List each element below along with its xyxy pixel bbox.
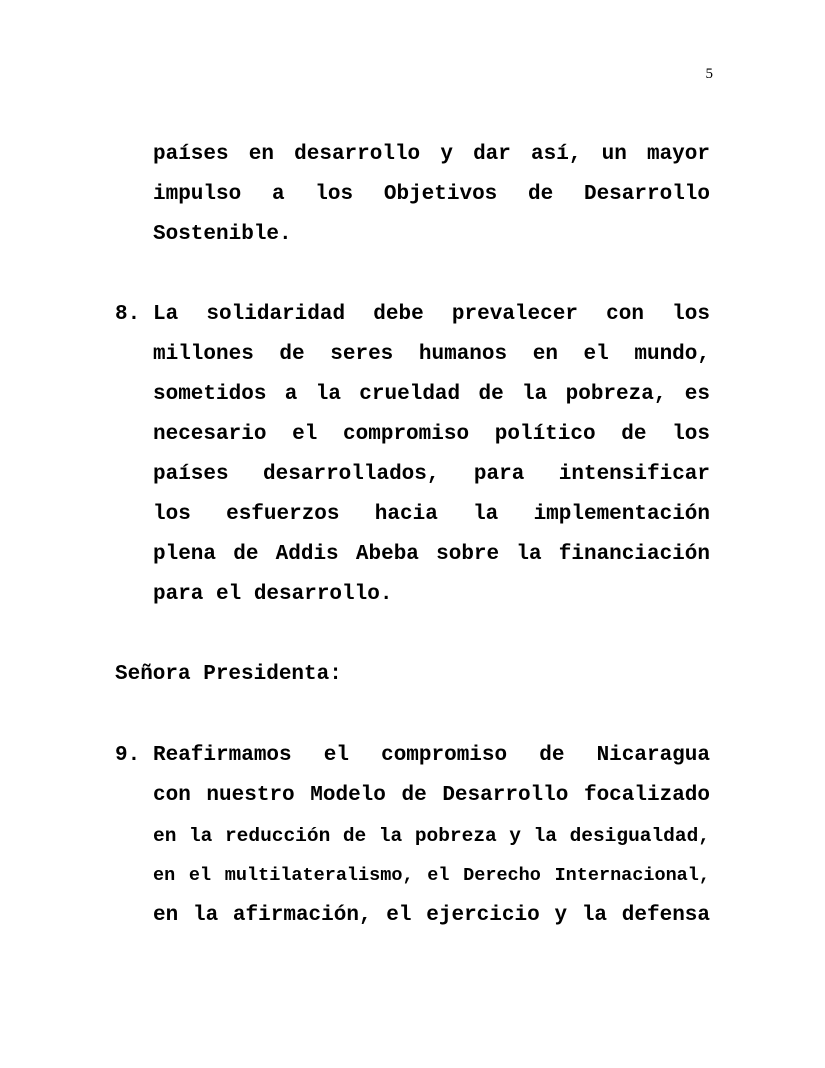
paragraph-9-line-2: con nuestro Modelo de Desarrollo focalizado [153,784,710,807]
paragraph-8-line-5: países desarrollados, para intensificar [153,463,710,486]
continuation-line-2: impulso a los Objetivos de Desarrollo [153,183,710,206]
paragraph-9-number: 9. [115,744,141,767]
paragraph-8-line-8: para el desarrollo. [153,583,393,606]
paragraph-9-line-1: Reafirmamos el compromiso de Nicaragua [153,744,710,767]
continuation-line-1: países en desarrollo y dar así, un mayor [153,143,710,166]
paragraph-8-line-2: millones de seres humanos en el mundo, [153,343,710,366]
paragraph-8-line-4: necesario el compromiso político de los [153,423,710,446]
paragraph-9-line-5: en la afirmación, el ejercicio y la defensa [153,904,710,927]
paragraph-8-line-3: sometidos a la crueldad de la pobreza, es [153,383,710,406]
paragraph-8-line-1: La solidaridad debe prevalecer con los [153,303,710,326]
paragraph-9-line-4: en el multilateralismo, el Derecho Internacional, [153,865,710,886]
paragraph-9-line-3: en la reducción de la pobreza y la desigualdad, [153,825,710,847]
continuation-line-3: Sostenible. [153,223,292,246]
paragraph-8-line-6: los esfuerzos hacia la implementación [153,503,710,526]
page-number: 5 [705,66,713,82]
salutation-heading: Señora Presidenta: [115,663,342,686]
paragraph-8-line-7: plena de Addis Abeba sobre la financiación [153,543,710,566]
paragraph-8-number: 8. [115,303,141,326]
